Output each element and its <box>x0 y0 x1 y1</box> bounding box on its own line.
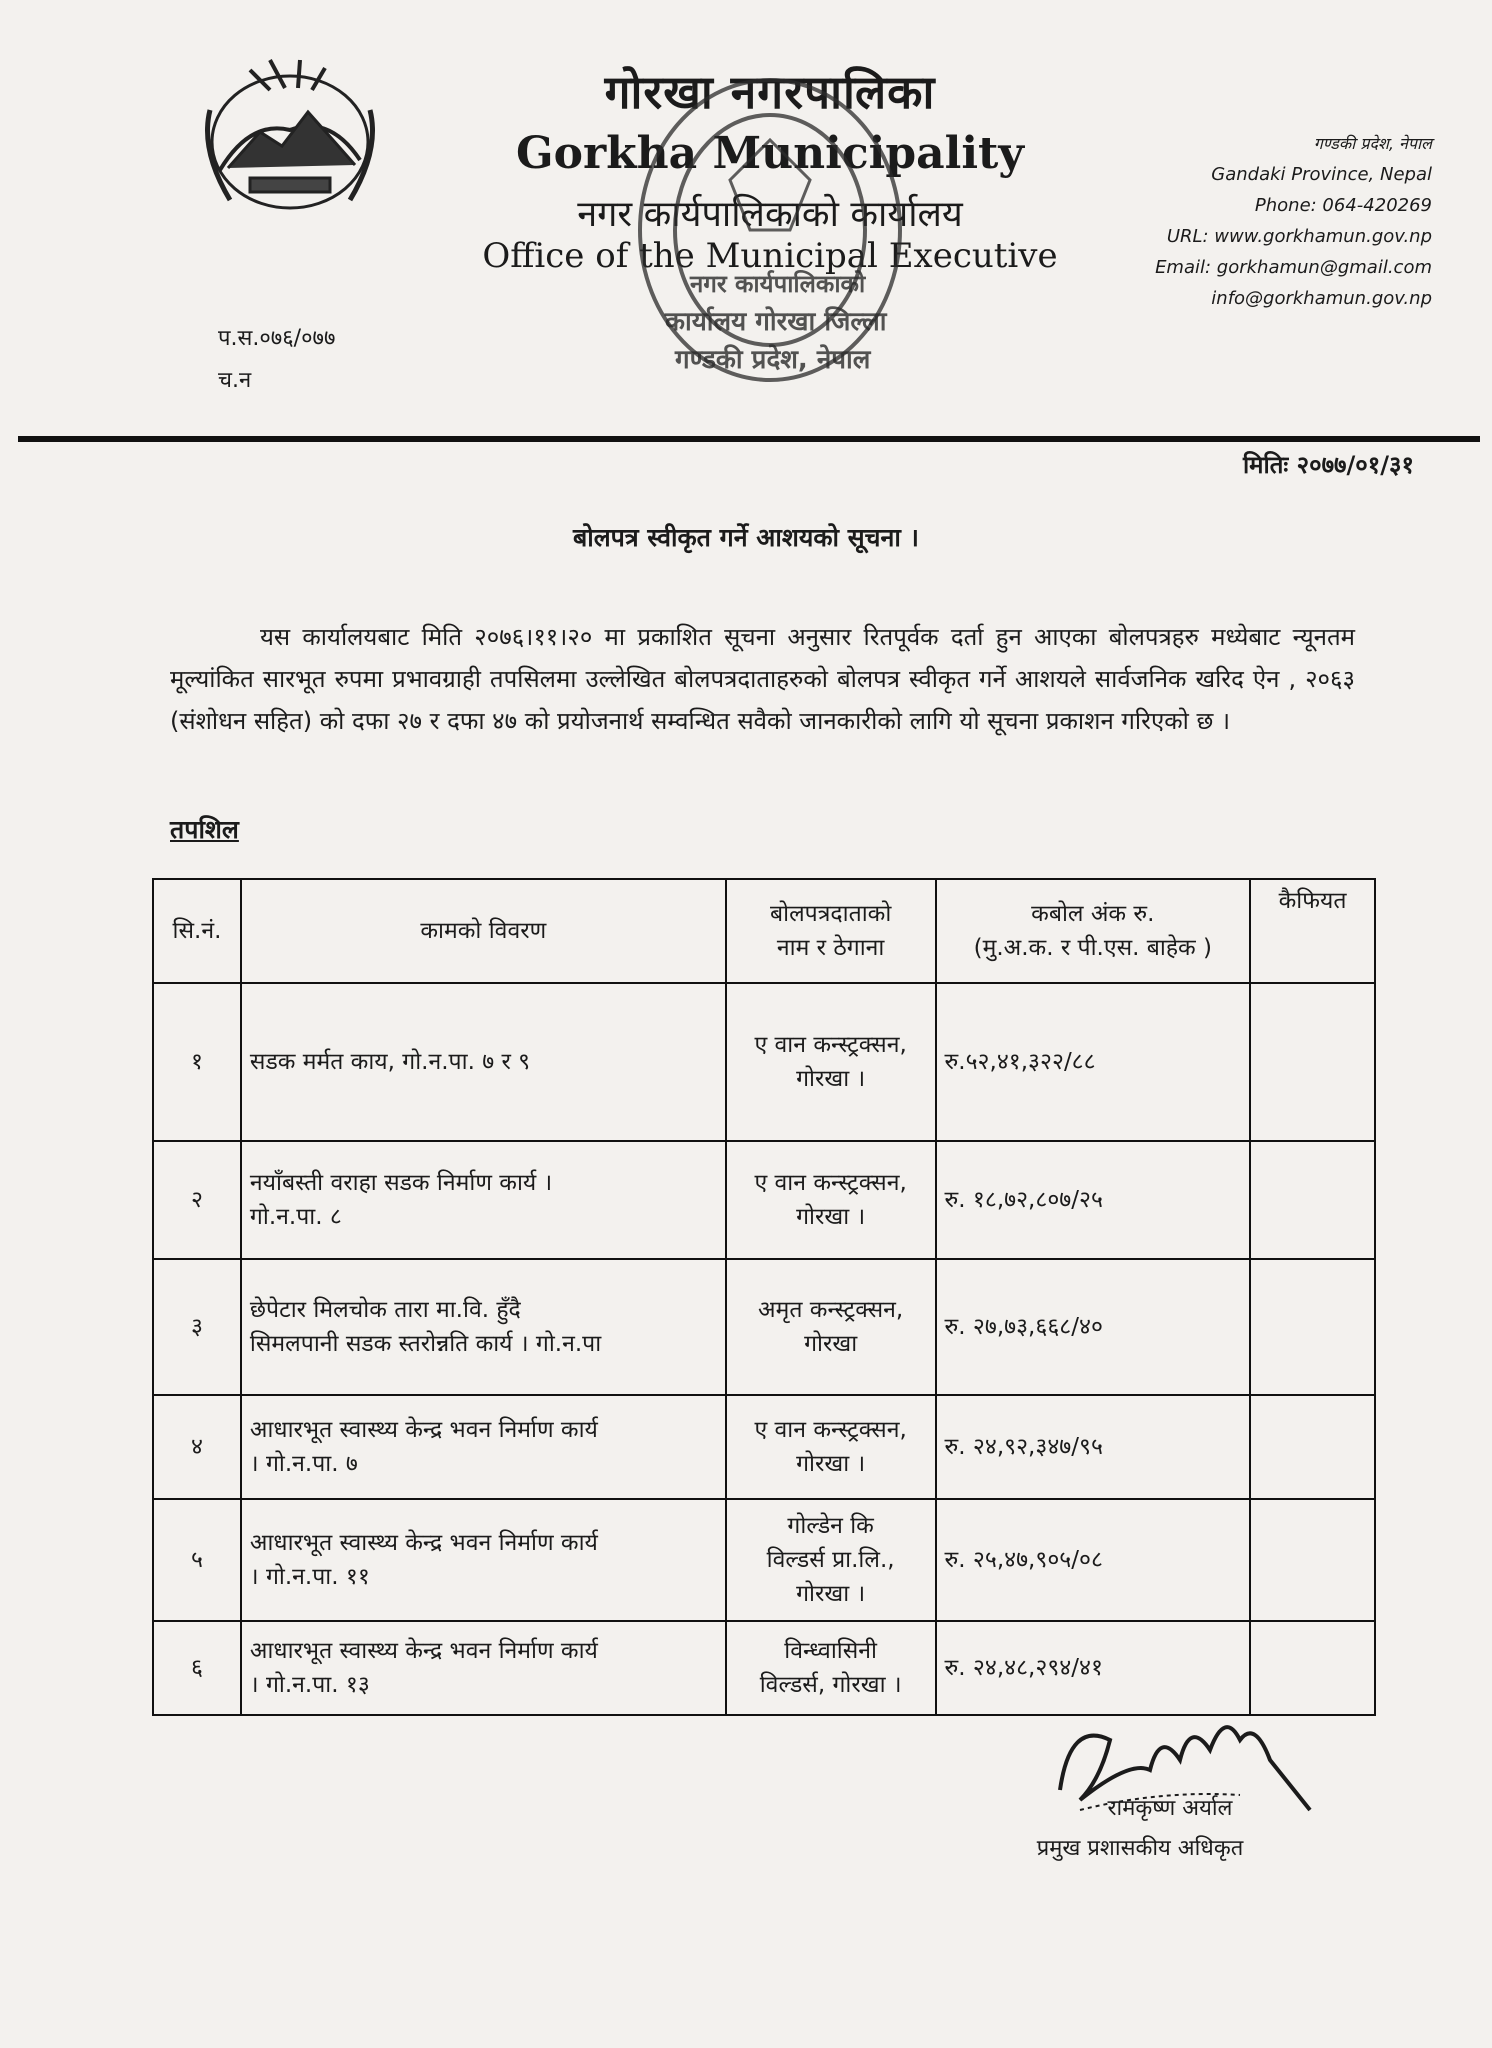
email-2: info@gorkhamun.gov.np <box>1211 288 1432 309</box>
cell-sn: २ <box>153 1141 241 1259</box>
url: URL: www.gorkhamun.gov.np <box>1166 226 1432 247</box>
notice-date: मितिः २०७७/०१/३१ <box>1242 451 1414 479</box>
contact-block <box>1155 128 1432 314</box>
office-name-np: नगर कार्यपालिकाको कार्यालय <box>577 194 963 235</box>
cell-work-l1: आधारभूत स्वास्थ्य केन्द्र भवन निर्माण कार्य <box>249 1417 598 1443</box>
header-bidder-l2: नाम र ठेगाना <box>776 935 885 961</box>
cell-bidder-l1: ए वान कन्स्ट्रक्सन, <box>754 1417 907 1443</box>
notice-subject: बोलपत्र स्वीकृत गर्ने आशयको सूचना । <box>572 523 920 552</box>
cell-work-l2: सिमलपानी सडक स्तरोन्नति कार्य । गो.न.पा <box>249 1331 602 1357</box>
cell-bidder <box>726 1141 936 1259</box>
cell-remarks <box>1250 1141 1375 1259</box>
cell-work-l1: आधारभूत स्वास्थ्य केन्द्र भवन निर्माण कार्य <box>249 1530 598 1556</box>
province-np: गण्डकी प्रदेश, नेपाल <box>1313 134 1432 153</box>
table-row <box>153 1141 1375 1259</box>
cell-bidder-l1: ए वान कन्स्ट्रक्सन, <box>754 1170 907 1196</box>
letter-number: प.स.०७६/०७७ <box>218 326 336 351</box>
cell-work-l2: । गो.न.पा. ७ <box>249 1451 358 1477</box>
cell-remarks <box>1250 1259 1375 1395</box>
cell-work <box>241 1499 726 1621</box>
dispatch-number: च.न <box>218 368 252 393</box>
cell-work <box>241 1395 726 1499</box>
header-sn: सि.नं. <box>153 879 241 983</box>
stamp-line-2: कार्यालय गोरखा जिल्ला <box>665 307 887 337</box>
cell-bidder <box>726 1499 936 1621</box>
cell-remarks <box>1250 1395 1375 1499</box>
cell-bidder-l2: गोरखा <box>804 1331 858 1357</box>
header-amount <box>936 879 1251 983</box>
cell-work-l2: । गो.न.पा. ११ <box>249 1564 370 1590</box>
cell-work-l2: । गो.न.पा. १३ <box>249 1672 370 1698</box>
stamp-line-1: नगर कार्यपालिकाको <box>690 270 866 298</box>
province-en: Gandaki Province, Nepal <box>1211 164 1432 185</box>
header-amount-l2: (मु.अ.क. र पी.एस. बाहेक ) <box>973 935 1213 961</box>
cell-sn: ६ <box>153 1621 241 1715</box>
email: Email: gorkhamun@gmail.com <box>1155 257 1432 278</box>
cell-bidder-l2: विल्डर्स प्रा.लि., <box>766 1547 895 1573</box>
cell-sn: १ <box>153 983 241 1141</box>
cell-work <box>241 983 726 1141</box>
cell-bidder <box>726 1259 936 1395</box>
cell-amount: रु. २५,४७,९०५/०८ <box>936 1499 1251 1621</box>
cell-bidder-l1: अमृत कन्स्ट्रक्सन, <box>758 1297 904 1323</box>
cell-amount: रु. २७,७३,६६८/४० <box>936 1259 1251 1395</box>
cell-bidder-l1: विन्ध्वासिनी <box>784 1638 878 1664</box>
org-name-en: Gorkha Municipality <box>516 128 1024 179</box>
signatory-name: रामकृष्ण अर्याल <box>1107 1796 1233 1821</box>
office-name-en: Office of the Municipal Executive <box>482 236 1058 276</box>
bid-table <box>152 878 1376 1716</box>
cell-sn: ५ <box>153 1499 241 1621</box>
phone: Phone: 064-420269 <box>1254 195 1432 216</box>
cell-bidder <box>726 1621 936 1715</box>
cell-bidder-l2: विल्डर्स, गोरखा । <box>759 1672 902 1698</box>
official-stamp <box>620 60 920 390</box>
cell-sn: ३ <box>153 1259 241 1395</box>
signatory-title: प्रमुख प्रशासकीय अधिकृत <box>1036 1836 1244 1861</box>
org-name-np: गोरखा नगरपालिका <box>604 65 936 119</box>
cell-work <box>241 1259 726 1395</box>
table-row <box>153 983 1375 1141</box>
table-row <box>153 1395 1375 1499</box>
cell-work-l1: आधारभूत स्वास्थ्य केन्द्र भवन निर्माण कार्य <box>249 1638 598 1664</box>
cell-bidder <box>726 1395 936 1499</box>
cell-bidder-l2: गोरखा । <box>796 1066 866 1092</box>
cell-remarks <box>1250 983 1375 1141</box>
cell-remarks <box>1250 1499 1375 1621</box>
cell-bidder-l2: गोरखा । <box>796 1451 866 1477</box>
cell-amount: रु.५२,४१,३२२/८८ <box>936 983 1251 1141</box>
cell-work-l1: छेपेटार मिलचोक तारा मा.वि. हुँदै <box>249 1297 521 1323</box>
header-divider <box>18 436 1480 442</box>
cell-bidder-l3: गोरखा । <box>796 1581 866 1607</box>
cell-bidder-l2: गोरखा । <box>796 1204 866 1230</box>
cell-sn: ४ <box>153 1395 241 1499</box>
header-work: कामको विवरण <box>241 879 726 983</box>
cell-work-l1: सडक मर्मत काय, गो.न.पा. ७ र ९ <box>249 1049 531 1075</box>
cell-bidder-l1: ए वान कन्स्ट्रक्सन, <box>754 1032 907 1058</box>
cell-work <box>241 1621 726 1715</box>
cell-bidder <box>726 983 936 1141</box>
cell-amount: रु. २४,९२,३४७/९५ <box>936 1395 1251 1499</box>
header-bidder-l1: बोलपत्रदाताको <box>769 901 892 927</box>
table-row <box>153 1499 1375 1621</box>
cell-work <box>241 1141 726 1259</box>
table-row <box>153 1259 1375 1395</box>
cell-amount: रु. २४,४८,२९४/४१ <box>936 1621 1251 1715</box>
header-amount-l1: कबोल अंक रु. <box>1031 901 1155 927</box>
cell-work-l2: गो.न.पा. ८ <box>249 1204 342 1230</box>
stamp-line-3: गण्डकी प्रदेश, नेपाल <box>675 345 871 375</box>
cell-bidder-l1: गोल्डेन कि <box>787 1513 874 1539</box>
header-remarks: कैफियत <box>1250 879 1375 983</box>
header-bidder <box>726 879 936 983</box>
cell-work-l1: नयाँबस्ती वराहा सडक निर्माण कार्य । <box>249 1170 553 1196</box>
notice-body: यस कार्यालयबाट मिति २०७६।११।२० मा प्रकाशित सूचना अनुसार रितपूर्वक दर्ता हुन आएका बोलपत्रहरु मध्येबाट न्यूनतम मूल्यांकित सारभूत रुपमा प्रभावग्राही तपसिलमा उल्लेखित बोलपत्रदाताहरुको बोलपत्र स्वीकृत गर्ने आशयले सार्वजनिक खरिद ऐन , २०६३ (संशोधन सहित) को दफा २७ र दफा ४७ को प्रयोजनार्थ सम्वन्धित सवैको जानकारीको लागि यो सूचना प्रकाशन गरिएको छ । <box>170 623 1355 735</box>
cell-amount: रु. १८,७२,८०७/२५ <box>936 1141 1251 1259</box>
schedule-heading: तपशिल <box>170 815 239 844</box>
